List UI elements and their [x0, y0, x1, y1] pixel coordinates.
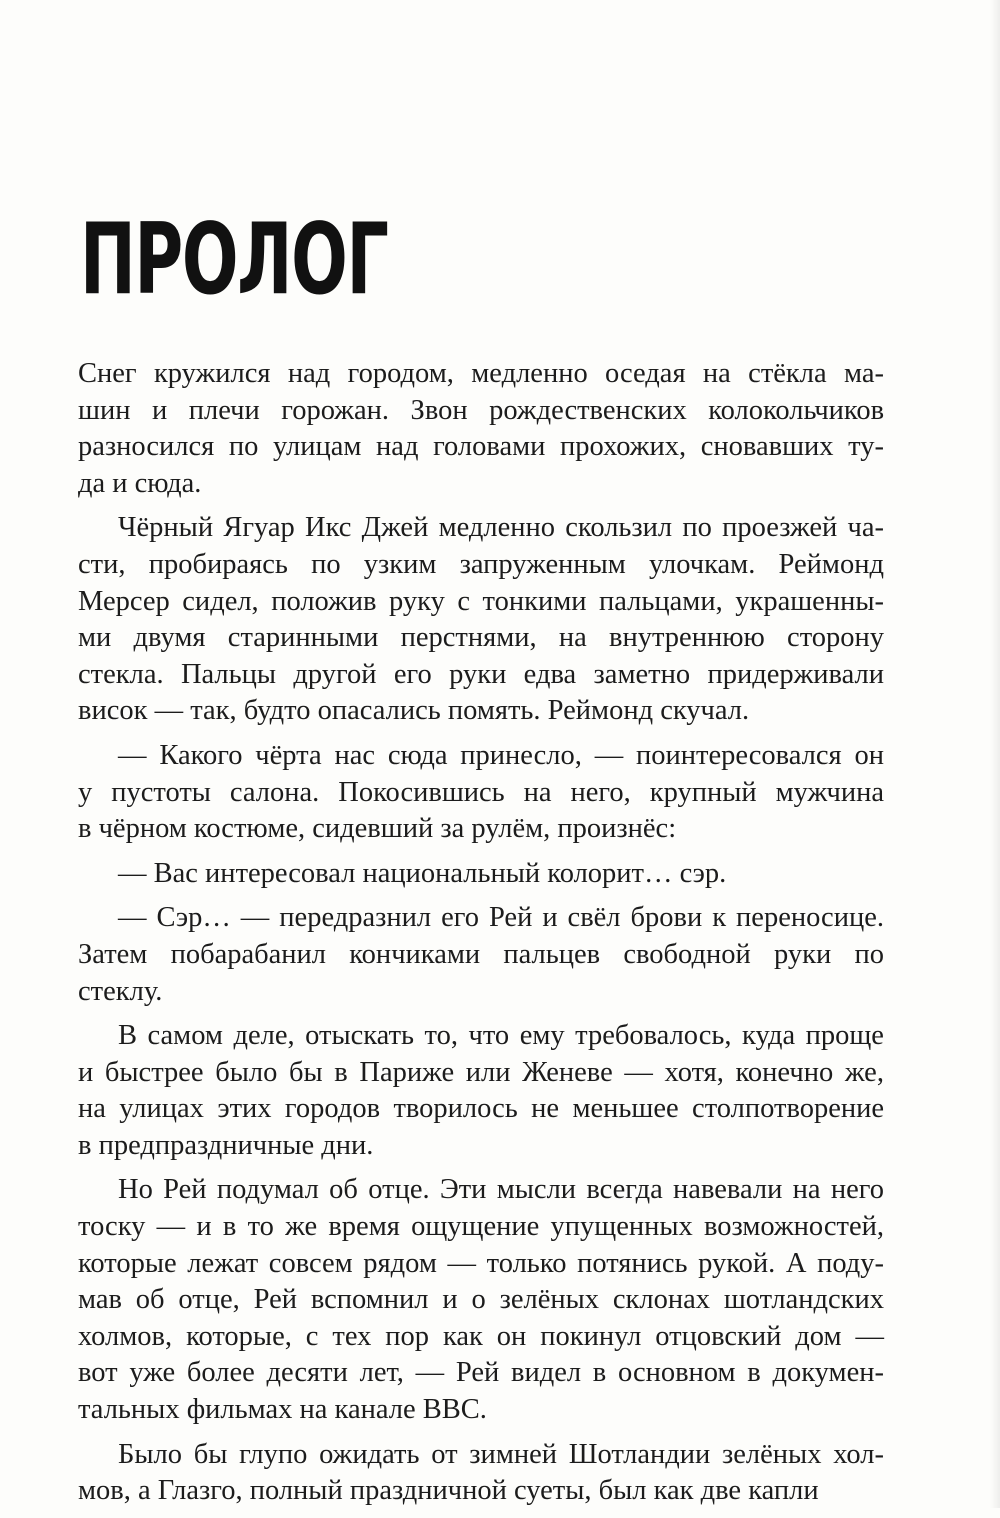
text-line: Было бы глупо ожидать от зимней Шотландии зелёных хол-: [118, 1438, 884, 1470]
text-line: Мерсер сидел, положив руку с тонкими пальцами, украшенны-: [78, 585, 884, 617]
text-line: мов, а Глазго, полный праздничной суеты, был как две капли: [78, 1475, 819, 1507]
text-line: мав об отце, Рей вспомнил и о зелёных склонах шотландских: [78, 1284, 885, 1316]
paragraph: [78, 356, 884, 502]
text-line: стекла. Пальцы другой его руки едва заметно придерживали: [78, 658, 884, 690]
text-line: и быстрее было бы в Париже или Женеве — хотя, конечно же,: [78, 1056, 884, 1088]
text-line: разносился по улицам над головами прохожих, сновавших ту-: [78, 431, 884, 463]
paragraph: [78, 1437, 884, 1510]
text-line: Снег кружился над городом, медленно оседая на стёкла ма-: [78, 358, 884, 389]
text-line: сти, пробираясь по узким запруженным улочкам. Реймонд: [78, 548, 884, 580]
paragraph: [78, 856, 884, 893]
paragraph: [78, 1172, 884, 1428]
text-line: тоску — и в то же время ощущение упущенных возможностей,: [78, 1211, 885, 1243]
text-line: — Сэр… — передразнил его Рей и свёл брови к переносице.: [118, 902, 884, 934]
text-line: Чёрный Ягуар Икс Джей медленно скользил по проезжей ча-: [118, 512, 884, 544]
text-line: Но Рей подумал об отце. Эти мысли всегда навевали на него: [118, 1174, 884, 1206]
paragraph: [78, 738, 884, 848]
text-line: вот уже более десяти лет, — Рей видел в основном в докумен-: [78, 1357, 884, 1389]
text-line: на улицах этих городов творилось не меньшее столпотворение: [78, 1093, 885, 1125]
body-text: [78, 356, 884, 1518]
text-line: Затем побарабанил кончиками пальцев свободной руки по: [78, 938, 884, 970]
paragraph: [78, 1018, 884, 1164]
chapter-title: ПРОЛОГ: [80, 203, 388, 317]
text-line: В самом деле, отыскать то, что ему требовалось, куда проще: [118, 1020, 884, 1052]
text-line: холмов, которые, с тех пор как он покинул отцовский дом —: [78, 1320, 884, 1352]
text-line: ми двумя старинными перстнями, на внутреннюю сторону: [78, 622, 885, 654]
paragraph: [78, 510, 884, 730]
text-line: да и сюда.: [78, 467, 202, 499]
text-line: стеклу.: [78, 975, 163, 1007]
text-line: — Вас интересовал национальный колорит… сэр.: [118, 857, 727, 889]
text-line: тальных фильмах на канале BBC.: [78, 1394, 487, 1426]
paragraph: [78, 900, 884, 1010]
scan-edge-shadow: [990, 0, 1000, 1508]
text-line: висок — так, будто опасались помять. Реймонд скучал.: [78, 695, 750, 727]
text-line: у пустоты салона. Покосившись на него, крупный мужчина: [78, 776, 884, 808]
text-line: в предпраздничные дни.: [78, 1129, 374, 1161]
text-line: в чёрном костюме, сидевший за рулём, произнёс:: [78, 813, 677, 845]
text-line: шин и плечи горожан. Звон рождественских колокольчиков: [78, 394, 885, 426]
text-line: — Какого чёрта нас сюда принесло, — поинтересовался он: [118, 739, 884, 771]
text-line: которые лежат совсем рядом — только потянись рукой. А поду-: [78, 1247, 885, 1279]
